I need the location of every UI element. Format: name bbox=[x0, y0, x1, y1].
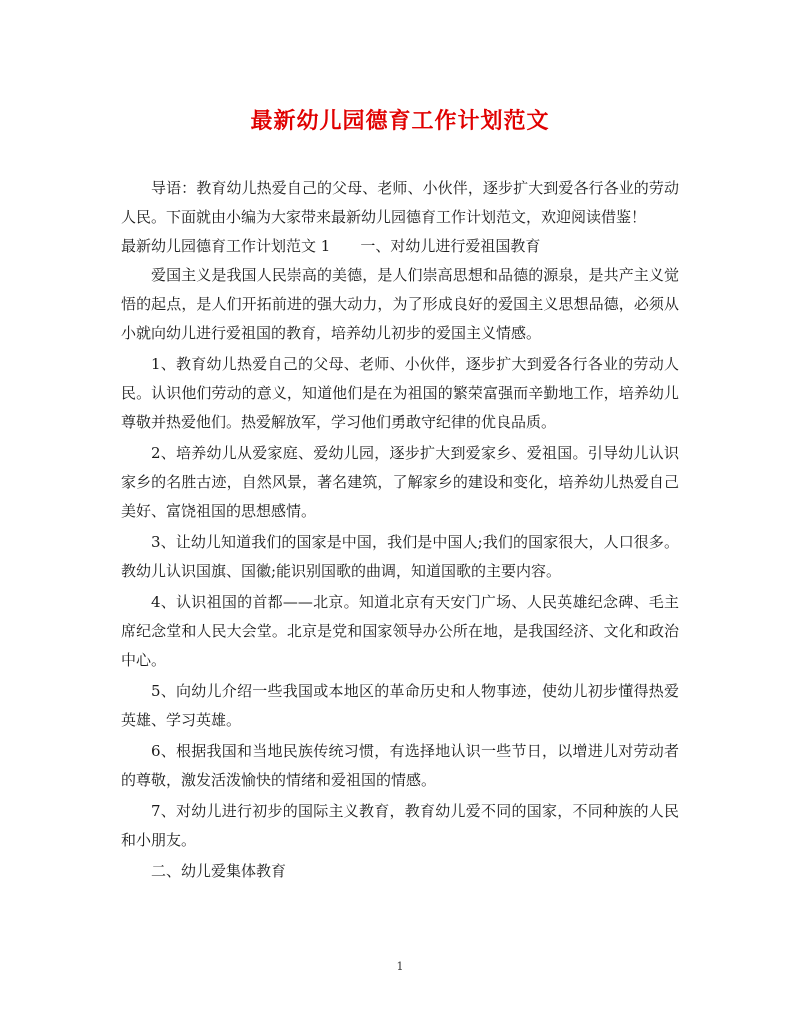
body-paragraph: 爱国主义是我国人民崇高的美德，是人们崇高思想和品德的源泉，是共产主义觉悟的起点，是人们开拓前进的强大动力，为了形成良好的爱国主义思想品德，必须从小就向幼儿进行爱祖国的教育，培养幼儿初步的爱国主义情感。 bbox=[121, 266, 679, 342]
body-paragraph: 3、让幼儿知道我们的国家是中国，我们是中国人;我们的国家很大，人口很多。教幼儿认识国旗、国徽;能识别国歌的曲调，知道国歌的主要内容。 bbox=[121, 533, 679, 580]
body-paragraph: 1、教育幼儿热爱自己的父母、老师、小伙伴，逐步扩大到爱各行各业的劳动人民。认识他们劳动的意义，知道他们是在为祖国的繁荣富强而辛勤地工作，培养幼儿尊敬并热爱他们。热爱解放军，学习他们勇敢守纪律的优良品质。 bbox=[121, 355, 679, 431]
body-paragraph: 6、根据我国和当地民族传统习惯，有选择地认识一些节日，以增进儿对劳动者的尊敬，激发活泼愉快的情绪和爱祖国的情感。 bbox=[121, 742, 679, 789]
plan-heading-line bbox=[121, 232, 679, 261]
body-paragraph: 2、培养幼儿从爱家庭、爱幼儿园，逐步扩大到爱家乡、爱祖国。引导幼儿认识家乡的名胜古迹，自然风景，著名建筑，了解家乡的建设和变化，培养幼儿热爱自己美好、富饶祖国的思想感情。 bbox=[121, 444, 679, 520]
body-paragraph: 7、对幼儿进行初步的国际主义教育，教育幼儿爱不同的国家，不同种族的人民和小朋友。 bbox=[121, 802, 679, 849]
section-heading: 一、对幼儿进行爱祖国教育 bbox=[360, 237, 541, 255]
plan-label: 最新幼儿园德育工作计划范文 1 bbox=[121, 237, 331, 255]
intro-paragraph: 导语：教育幼儿热爱自己的父母、老师、小伙伴，逐步扩大到爱各行各业的劳动人民。下面就由小编为大家带来最新幼儿园德育工作计划范文，欢迎阅读借鉴！ bbox=[121, 179, 679, 226]
document-title: 最新幼儿园德育工作计划范文 bbox=[250, 108, 550, 134]
section-heading: 二、幼儿爱集体教育 bbox=[151, 862, 287, 880]
body-paragraph: 5、向幼儿介绍一些我国或本地区的革命历史和人物事迹，使幼儿初步懂得热爱英雄、学习英雄。 bbox=[121, 682, 679, 729]
page-number: 1 bbox=[396, 960, 404, 973]
document-body bbox=[121, 174, 679, 886]
body-paragraph: 4、认识祖国的首都——北京。知道北京有天安门广场、人民英雄纪念碑、毛主席纪念堂和人民大会堂。北京是党和国家领导办公所在地，是我国经济、文化和政治中心。 bbox=[121, 593, 679, 669]
